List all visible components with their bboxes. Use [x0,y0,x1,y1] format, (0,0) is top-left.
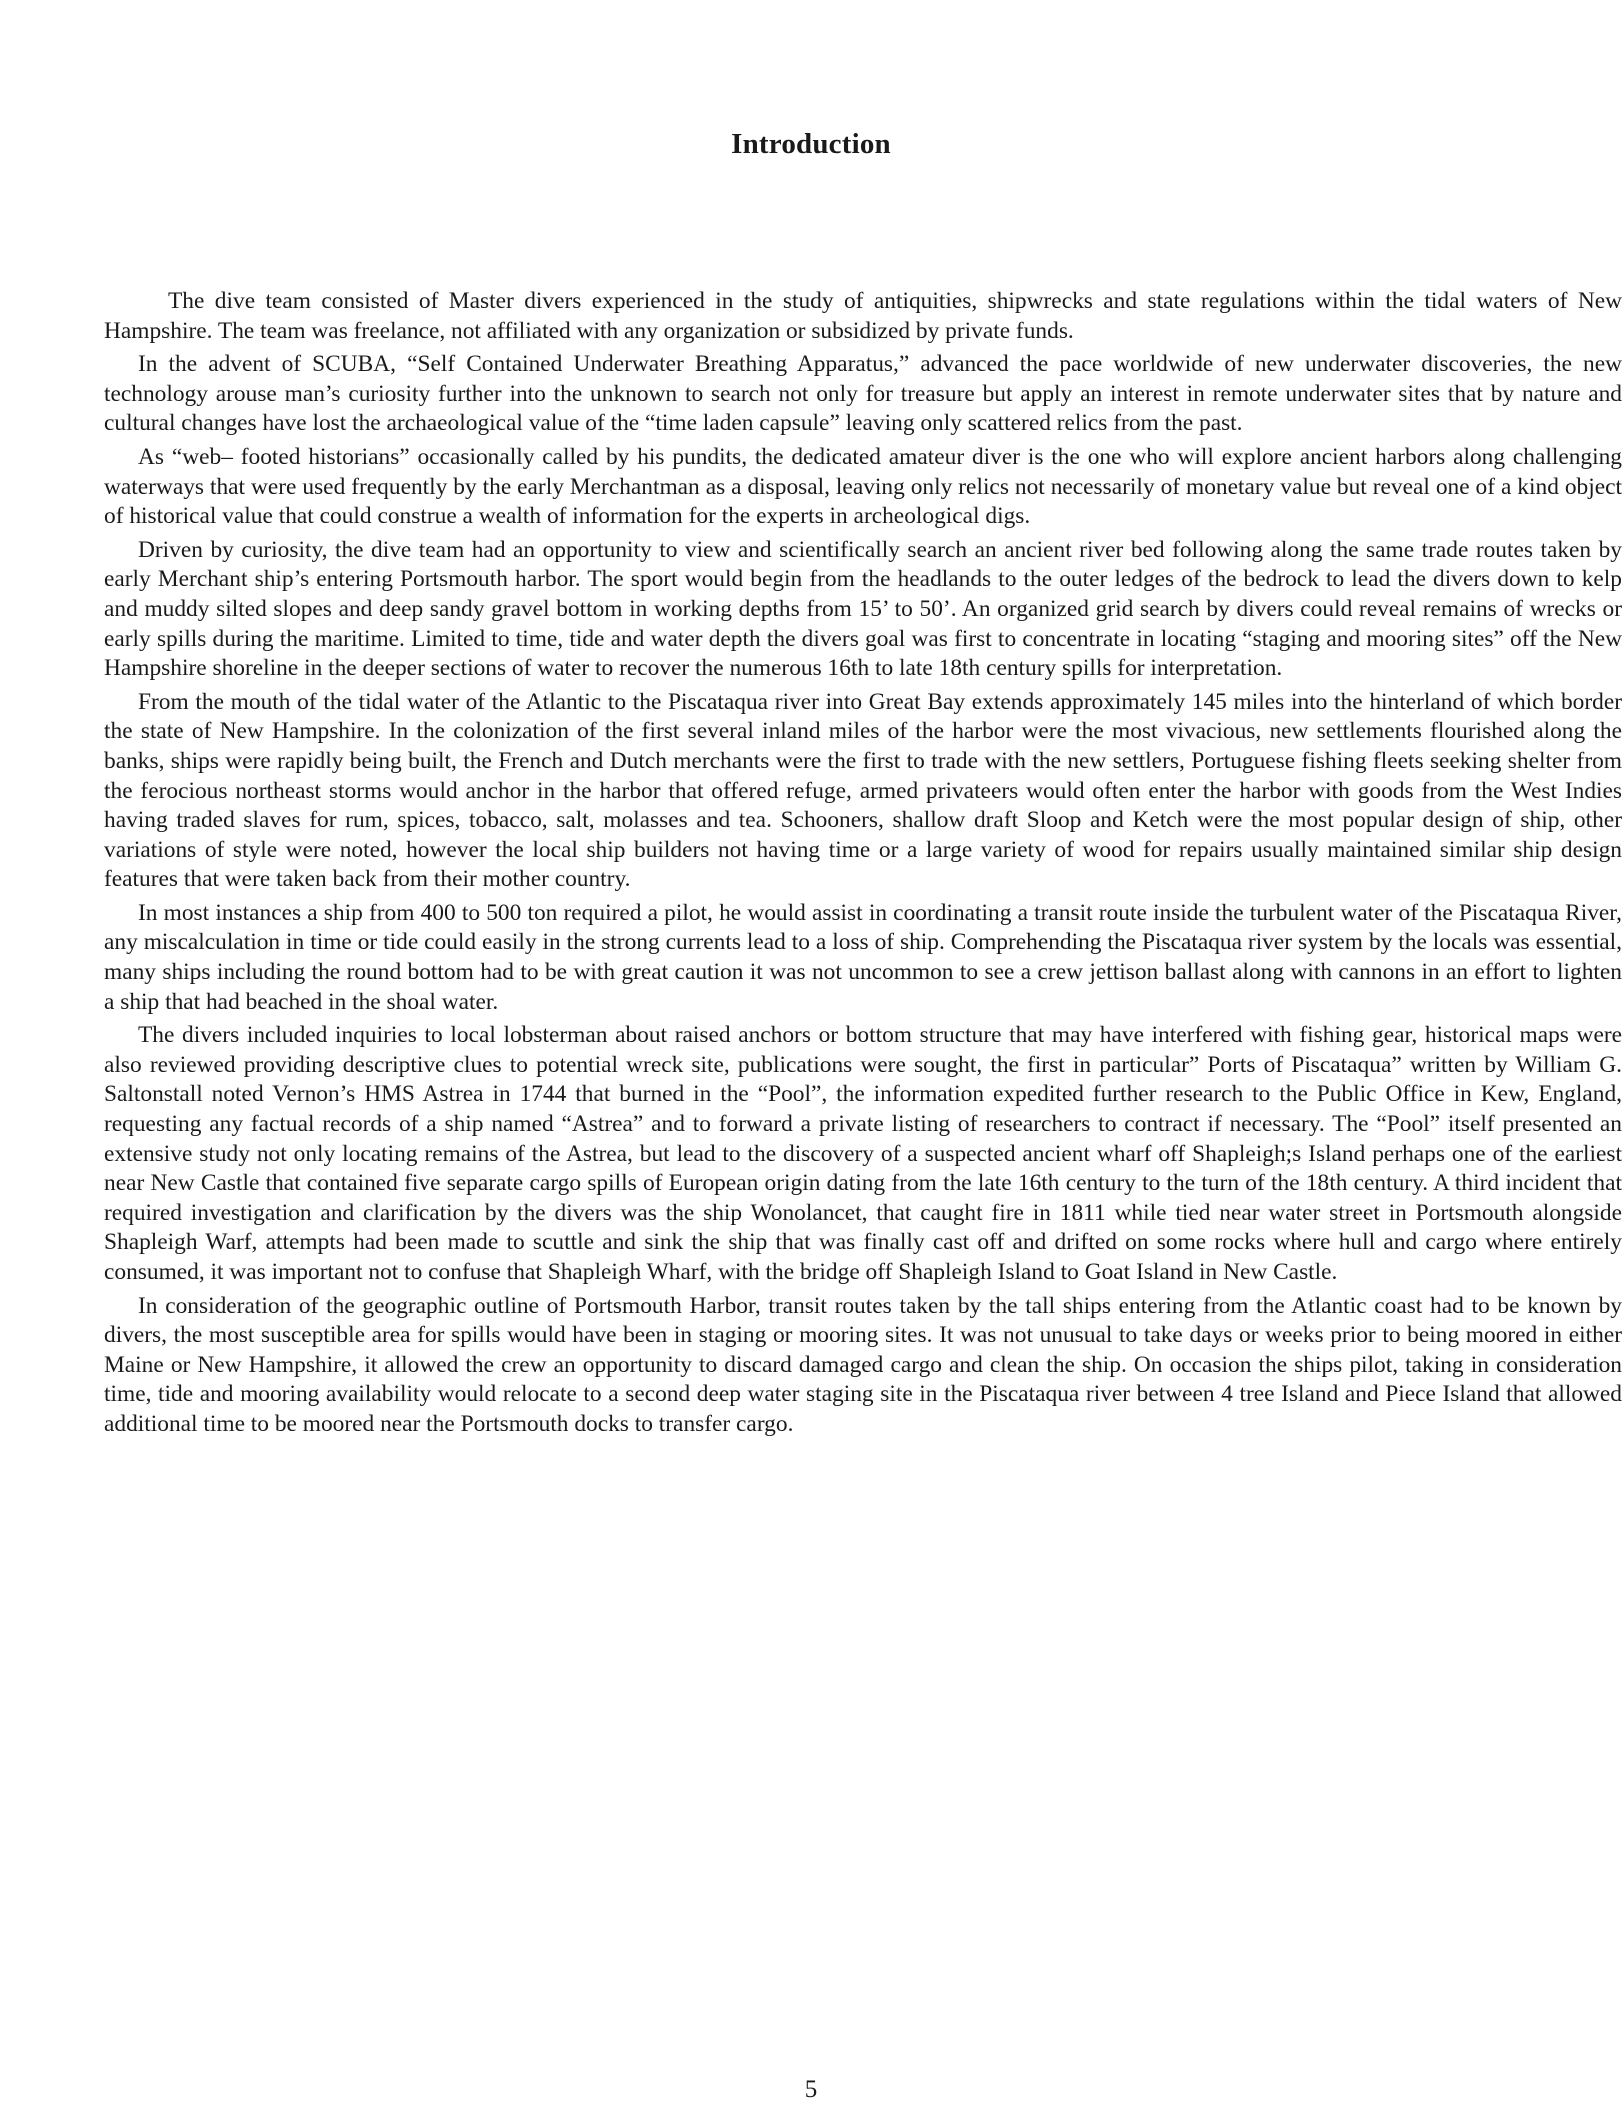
page-number: 5 [804,2076,818,2103]
paragraph-driven-by-curiosity: Driven by curiosity, the dive team had an opportunity to view and scientifically search an ancient river bed following along the same trade routes taken by early Merchant ship’s entering Portsmouth harbor. The sport would begin from the headlands to the outer ledges of the bedrock to lead the divers down to kelp and muddy silted slopes and deep sandy gravel bottom in working depths from 15’ to 50’. An organized grid search by divers could reveal remains of wrecks or early spills during the maritime. Limited to time, tide and water depth the divers goal was first to concentrate in locating “staging and mooring sites” off the New Hampshire shoreline in the deeper sections of water to recover the numerous 16th to late 18th century spills for interpretation. [104,536,1622,682]
body-text [104,287,1622,1444]
paragraph-dive-team: The dive team consisted of Master divers experienced in the study of antiquities, shipwrecks and state regulations within the tidal waters of New Hampshire. The team was freelance, not affiliated with any organization or subsidized by private funds. [104,288,1622,344]
paragraph-geographic-outline: In consideration of the geographic outline of Portsmouth Harbor, transit routes taken by the tall ships entering from the Atlantic coast had to be known by divers, the most susceptible area for spills would have been in staging or mooring sites. It was not unusual to take days or weeks prior to being moored in either Maine or New Hampshire, it allowed the crew an opportunity to discard damaged cargo and clean the ship. On occasion the ships pilot, taking in consideration time, tide and mooring availability would relocate to a second deep water staging site in the Piscataqua river between 4 tree Island and Piece Island that allowed additional time to be moored near the Portsmouth docks to transfer cargo. [104,1292,1622,1437]
paragraph-web-footed-historians: As “web– footed historians” occasionally called by his pundits, the dedicated amateur diver is the one who will explore ancient harbors along challenging waterways that were used frequently by the early Merchantman as a disposal, leaving only relics not necessarily of monetary value but reveal one of a kind object of historical value that could construe a wealth of information for the experts in archeological digs. [104,443,1622,530]
paragraph-pilot: In most instances a ship from 400 to 500 ton required a pilot, he would assist in coordinating a transit route inside the turbulent water of the Piscataqua River, any miscalculation in time or tide could easily in the strong currents lead to a loss of ship. Comprehending the Piscataqua river system by the locals was essential, many ships including the round bottom had to be with great caution it was not uncommon to see a crew jettison ballast along with cannons in an effort to lighten a ship that had beached in the shoal water. [104,899,1622,1015]
paragraph-tidal-water: From the mouth of the tidal water of the Atlantic to the Piscataqua river into Great Bay extends approximately 145 miles into the hinterland of which border the state of New Hampshire. In the colonization of the first several inland miles of the harbor were the most vivacious, new settlements flourished along the banks, ships were rapidly being built, the French and Dutch merchants were the first to trade with the new settlers, Portuguese fishing fleets seeking shelter from the ferocious northeast storms would anchor in the harbor that offered refuge, armed privateers would often enter the harbor with goods from the West Indies having traded slaves for rum, spices, tobacco, salt, molasses and tea. Schooners, shallow draft Sloop and Ketch were the most popular design of ship, other variations of style were noted, however the local ship builders not having time or a large variety of wood for repairs usually maintained similar ship design features that were taken back from their mother country. [104,688,1622,893]
page-title: Introduction [731,128,891,160]
paragraph-inquiries: The divers included inquiries to local lobsterman about raised anchors or bottom structure that may have interfered with fishing gear, historical maps were also reviewed providing descriptive clues to potential wreck site, publications were sought, the first in particular” Ports of Piscataqua” written by William G. Saltonstall noted Vernon’s HMS Astrea in 1744 that burned in the “Pool”, the information expedited further research to the Public Office in Kew, England, requesting any factual records of a ship named “Astrea” and to forward a private listing of researchers to contract if necessary. The “Pool” itself presented an extensive study not only locating remains of the Astrea, but lead to the discovery of a suspected ancient wharf off Shapleigh;s Island perhaps one of the earliest near New Castle that contained five separate cargo spills of European origin dating from the late 16th century to the turn of the 18th century. A third incident that required investigation and clarification by the divers was the ship Wonolancet, that caught fire in 1811 while tied near water street in Portsmouth alongside Shapleigh Warf, attempts had been made to scuttle and sink the ship that was finally cast off and drifted on some rocks where hull and cargo where entirely consumed, it was important not to confuse that Shapleigh Wharf, with the bridge off Shapleigh Island to Goat Island in New Castle. [104,1022,1622,1285]
paragraph-scuba: In the advent of SCUBA, “Self Contained Underwater Breathing Apparatus,” advanced the pace worldwide of new underwater discoveries, the new technology arouse man’s curiosity further into the unknown to search not only for treasure but apply an interest in remote underwater sites that by nature and cultural changes have lost the archaeological value of the “time laden capsule” leaving only scattered relics from the past. [104,351,1622,437]
